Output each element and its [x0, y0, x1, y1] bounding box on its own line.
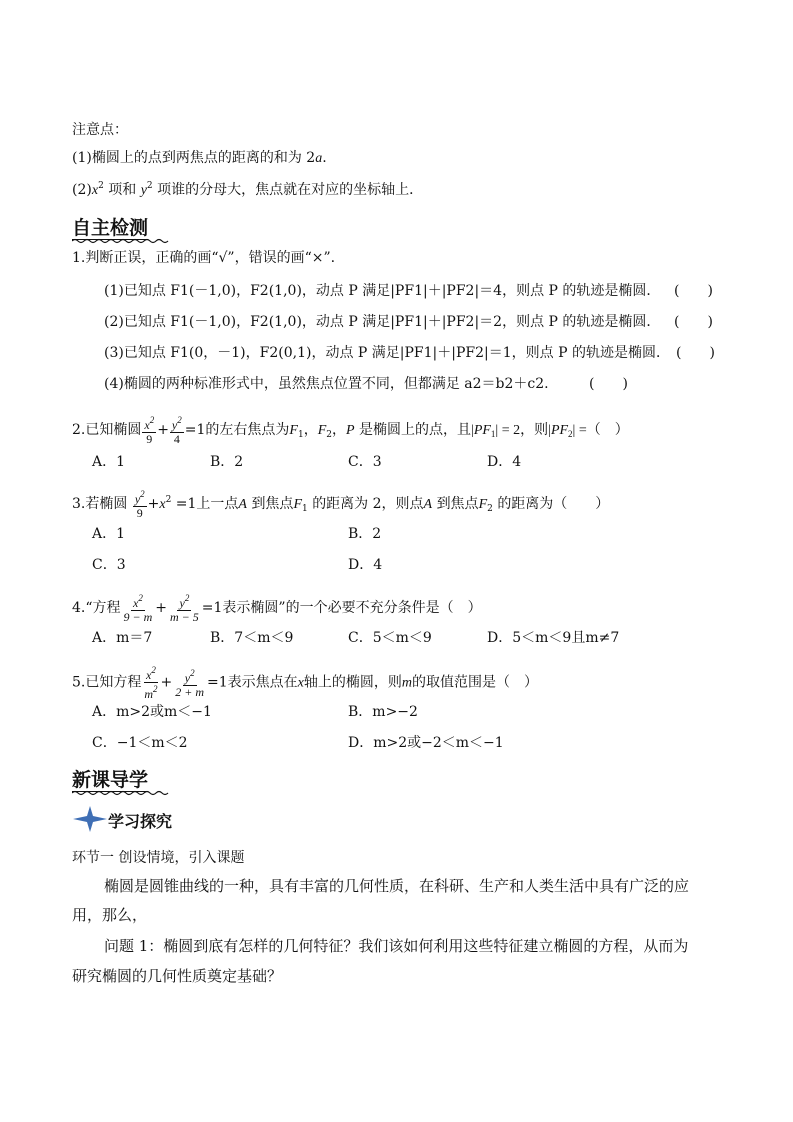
paragraph-1-line-1: 椭圆是圆锥曲线的一种，具有丰富的几何性质，在科研、生产和人类生活中具有广泛的应: [104, 877, 690, 895]
note-2: $(2)x^2$ 项和 $y^2$ 项谁的分母大，焦点就在对应的坐标轴上．: [72, 181, 424, 198]
q2-option-c[interactable]: C．3: [348, 454, 382, 470]
fraction-x2-over-m2: $\frac{x^2}{m^2}$: [144, 665, 158, 701]
paragraph-2-line-2: 研究椭圆的几何性质奠定基础？: [72, 967, 283, 985]
q4-stem: 4.“方程 $\frac{x^2}{9 - m}$ + $\frac{y^2}{m - 5}$ =1表示椭圆”的一个必要不充分条件是（ ）: [72, 593, 482, 624]
q4-option-d[interactable]: D．5＜m＜9且m≠7: [487, 630, 620, 646]
q1-item-3: (3)已知点 F1(0，－1)，F2(0,1)，动点 P 满足|PF1|＋|PF2|＝1，则点 P 的轨迹是椭圆．: [104, 345, 670, 361]
fraction-y2-over-m-minus-5: $\frac{y^2}{m - 5}$: [170, 593, 199, 624]
q5-option-d[interactable]: D．m>2或−2＜m＜−1: [348, 735, 504, 751]
q4-option-c[interactable]: C．5＜m＜9: [348, 630, 432, 646]
paragraph-1-line-2: 用，那么，: [72, 906, 148, 924]
fraction-x2-over-9-minus-m: $\frac{x^2}{9 - m}$: [123, 593, 153, 624]
q3-option-d[interactable]: D．4: [348, 557, 383, 573]
q1-stem: 1.判断正误，正确的画“√”，错误的画“×”.: [72, 250, 336, 266]
q2-option-a[interactable]: A．1: [92, 454, 126, 470]
section-title-self-check: 自主检测: [72, 216, 172, 244]
q1-answer-paren-1[interactable]: ( ): [674, 283, 713, 299]
q2-option-b[interactable]: B．2: [210, 454, 244, 470]
fraction-y2-over-4: $\frac{y^2}{4}$: [171, 415, 182, 446]
paragraph-2-line-1: 问题 1：椭圆到底有怎样的几何特征？我们该如何利用这些特征建立椭圆的方程，从而为: [104, 937, 689, 955]
q1-answer-paren-2[interactable]: ( ): [674, 314, 713, 330]
q2-option-d[interactable]: D．4: [487, 454, 522, 470]
q3-option-c[interactable]: C．3: [92, 557, 126, 573]
q1-answer-paren-3[interactable]: ( ): [676, 345, 715, 361]
q3-stem: 3.若椭圆 $\frac{y^2}{9}$ $+x^2 =1$上一点A 到焦点$F_1$ 的距离为 2，则点A 到焦点$F_2$ 的距离为（ ）: [72, 489, 610, 520]
subsection-title: 学习探究: [108, 812, 173, 831]
q1-answer-paren-4[interactable]: ( ): [589, 376, 628, 392]
link-heading: 环节一 创设情境，引入课题: [72, 850, 245, 866]
fraction-y2-over-9: $\frac{y^2}{9}$: [134, 489, 145, 520]
fraction-y2-over-2-plus-m: $\frac{y^2}{2 + m}$: [175, 667, 205, 699]
notes-title: 注意点：: [72, 122, 128, 138]
q3-option-a[interactable]: A．1: [92, 526, 126, 542]
section-title-new-lesson: 新课导学: [72, 768, 172, 796]
q4-option-a[interactable]: A．m＝7: [92, 630, 153, 646]
q2-stem: 2.已知椭圆 $\frac{x^2}{9}$ + $\frac{y^2}{4}$ =1的左右焦点为$F_1$，$F_2$，P 是椭圆上的点，且$|PF_1| = 2$，则$|PF_2|$ =（ ）: [72, 415, 629, 446]
q1-item-2: (2)已知点 F1(－1,0)，F2(1,0)，动点 P 满足|PF1|＋|PF2|＝2，则点 P 的轨迹是椭圆．: [104, 314, 661, 330]
note-1: (1)椭圆上的点到两焦点的距离的和为 2a.: [72, 150, 327, 166]
q1-item-4: (4)椭圆的两种标准形式中，虽然焦点位置不同，但都满足 a2＝b2＋c2.: [104, 376, 549, 392]
q1-item-1: (1)已知点 F1(－1,0)，F2(1,0)，动点 P 满足|PF1|＋|PF2|＝4，则点 P 的轨迹是椭圆．: [104, 283, 661, 299]
q3-option-b[interactable]: B．2: [348, 526, 382, 542]
q5-option-c[interactable]: C．−1＜m＜2: [92, 735, 188, 751]
q5-option-a[interactable]: A．m>2或m＜−1: [92, 704, 212, 720]
q5-stem: 5.已知方程 $\frac{x^2}{m^2}$ + $\frac{y^2}{2 + m}$ =1表示焦点在x轴上的椭圆，则m的取值范围是（ ）: [72, 665, 539, 701]
q4-option-b[interactable]: B．7＜m＜9: [210, 630, 294, 646]
q5-option-b[interactable]: B．m>−2: [348, 704, 418, 720]
four-point-star-icon: [73, 806, 107, 832]
fraction-x2-over-9: $\frac{x^2}{9}$: [144, 415, 155, 446]
